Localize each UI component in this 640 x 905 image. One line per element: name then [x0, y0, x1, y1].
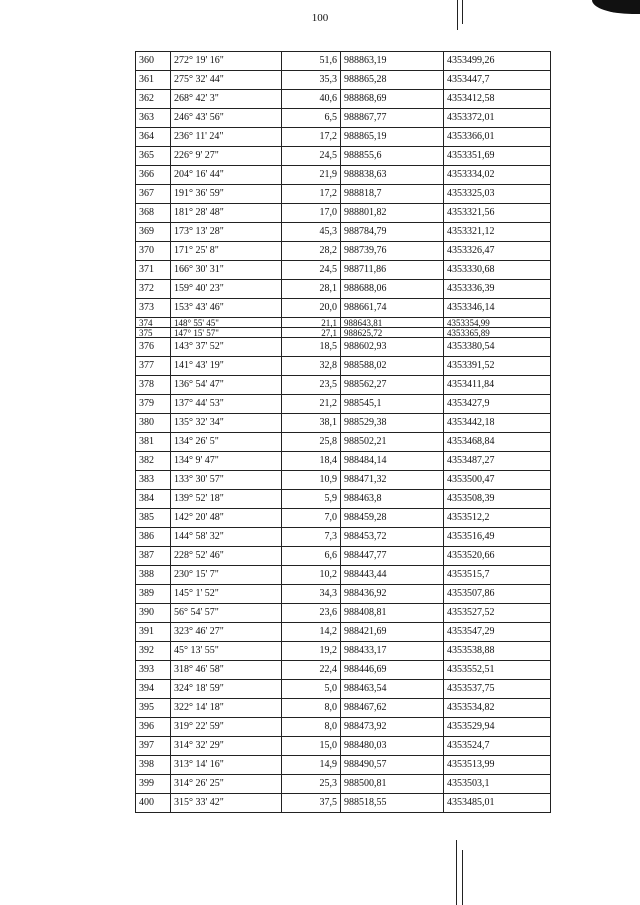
point-number-cell: 374 — [136, 318, 171, 328]
bearing-angle-cell: 134° 26' 5" — [171, 433, 282, 452]
y-coordinate-cell: 4353547,29 — [444, 623, 551, 642]
bearing-angle-cell: 204° 16' 44" — [171, 166, 282, 185]
bearing-angle-cell: 323° 46' 27" — [171, 623, 282, 642]
bearing-angle-cell: 226° 9' 27" — [171, 147, 282, 166]
point-number-cell: 387 — [136, 547, 171, 566]
x-coordinate-cell: 988867,77 — [341, 109, 444, 128]
y-coordinate-cell: 4353500,47 — [444, 471, 551, 490]
table-row — [136, 718, 551, 737]
distance-cell: 38,1 — [282, 414, 341, 433]
y-coordinate-cell: 4353411,84 — [444, 376, 551, 395]
y-coordinate-cell: 4353321,12 — [444, 223, 551, 242]
point-number-cell: 393 — [136, 661, 171, 680]
y-coordinate-cell: 4353485,01 — [444, 794, 551, 813]
y-coordinate-cell: 4353513,99 — [444, 756, 551, 775]
bearing-angle-cell: 133° 30' 57" — [171, 471, 282, 490]
point-number-cell: 364 — [136, 128, 171, 147]
bearing-angle-cell: 137° 44' 53" — [171, 395, 282, 414]
y-coordinate-cell: 4353520,66 — [444, 547, 551, 566]
point-number-cell: 398 — [136, 756, 171, 775]
y-coordinate-cell: 4353527,52 — [444, 604, 551, 623]
bearing-angle-cell: 268° 42' 3" — [171, 90, 282, 109]
y-coordinate-cell: 4353325,03 — [444, 185, 551, 204]
distance-cell: 21,2 — [282, 395, 341, 414]
bearing-angle-cell: 141° 43' 19" — [171, 357, 282, 376]
x-coordinate-cell: 988545,1 — [341, 395, 444, 414]
table-row — [136, 775, 551, 794]
x-coordinate-cell: 988625,72 — [341, 328, 444, 338]
table-row — [136, 680, 551, 699]
y-coordinate-cell: 4353468,84 — [444, 433, 551, 452]
distance-cell: 10,9 — [282, 471, 341, 490]
y-coordinate-cell: 4353354,99 — [444, 318, 551, 328]
bearing-angle-cell: 228° 52' 46" — [171, 547, 282, 566]
table-row — [136, 242, 551, 261]
bearing-angle-cell: 272° 19' 16" — [171, 52, 282, 71]
point-number-cell: 366 — [136, 166, 171, 185]
table-row — [136, 490, 551, 509]
point-number-cell: 395 — [136, 699, 171, 718]
table-row — [136, 642, 551, 661]
point-number-cell: 392 — [136, 642, 171, 661]
table-row — [136, 338, 551, 357]
table-row — [136, 699, 551, 718]
point-number-cell: 361 — [136, 71, 171, 90]
y-coordinate-cell: 4353515,7 — [444, 566, 551, 585]
y-coordinate-cell: 4353321,56 — [444, 204, 551, 223]
distance-cell: 6,5 — [282, 109, 341, 128]
y-coordinate-cell: 4353552,51 — [444, 661, 551, 680]
x-coordinate-cell: 988443,44 — [341, 566, 444, 585]
y-coordinate-cell: 4353365,89 — [444, 328, 551, 338]
table-row — [136, 166, 551, 185]
bearing-angle-cell: 143° 37' 52" — [171, 338, 282, 357]
bearing-angle-cell: 173° 13' 28" — [171, 223, 282, 242]
table-row — [136, 528, 551, 547]
table-row — [136, 261, 551, 280]
distance-cell: 19,2 — [282, 642, 341, 661]
distance-cell: 18,5 — [282, 338, 341, 357]
x-coordinate-cell: 988473,92 — [341, 718, 444, 737]
point-number-cell: 384 — [136, 490, 171, 509]
y-coordinate-cell: 4353538,88 — [444, 642, 551, 661]
distance-cell: 28,2 — [282, 242, 341, 261]
table-row — [136, 604, 551, 623]
bearing-angle-cell: 148° 55' 45" — [171, 318, 282, 328]
x-coordinate-cell: 988421,69 — [341, 623, 444, 642]
distance-cell: 6,6 — [282, 547, 341, 566]
table-row — [136, 433, 551, 452]
bearing-angle-cell: 134° 9' 47" — [171, 452, 282, 471]
table-row — [136, 585, 551, 604]
y-coordinate-cell: 4353524,7 — [444, 737, 551, 756]
distance-cell: 7,0 — [282, 509, 341, 528]
x-coordinate-cell: 988500,81 — [341, 775, 444, 794]
y-coordinate-cell: 4353447,7 — [444, 71, 551, 90]
x-coordinate-cell: 988739,76 — [341, 242, 444, 261]
y-coordinate-cell: 4353487,27 — [444, 452, 551, 471]
point-number-cell: 381 — [136, 433, 171, 452]
x-coordinate-cell: 988447,77 — [341, 547, 444, 566]
y-coordinate-cell: 4353336,39 — [444, 280, 551, 299]
y-coordinate-cell: 4353529,94 — [444, 718, 551, 737]
distance-cell: 17,0 — [282, 204, 341, 223]
x-coordinate-cell: 988459,28 — [341, 509, 444, 528]
distance-cell: 21,1 — [282, 318, 341, 328]
bearing-angle-cell: 56° 54' 57" — [171, 604, 282, 623]
point-number-cell: 394 — [136, 680, 171, 699]
x-coordinate-cell: 988502,21 — [341, 433, 444, 452]
table-row — [136, 147, 551, 166]
y-coordinate-cell: 4353537,75 — [444, 680, 551, 699]
table-row — [136, 661, 551, 680]
y-coordinate-cell: 4353503,1 — [444, 775, 551, 794]
distance-cell: 8,0 — [282, 699, 341, 718]
x-coordinate-cell: 988463,8 — [341, 490, 444, 509]
point-number-cell: 378 — [136, 376, 171, 395]
bearing-angle-cell: 230° 15' 7" — [171, 566, 282, 585]
point-number-cell: 360 — [136, 52, 171, 71]
bearing-angle-cell: 171° 25' 8" — [171, 242, 282, 261]
distance-cell: 23,6 — [282, 604, 341, 623]
x-coordinate-cell: 988602,93 — [341, 338, 444, 357]
table-row — [136, 280, 551, 299]
x-coordinate-cell: 988467,62 — [341, 699, 444, 718]
x-coordinate-cell: 988463,54 — [341, 680, 444, 699]
x-coordinate-cell: 988471,32 — [341, 471, 444, 490]
table-row — [136, 756, 551, 775]
bearing-angle-cell: 147° 15' 57" — [171, 328, 282, 338]
distance-cell: 35,3 — [282, 71, 341, 90]
bearing-angle-cell: 136° 54' 47" — [171, 376, 282, 395]
distance-cell: 32,8 — [282, 357, 341, 376]
table-row — [136, 318, 551, 328]
point-number-cell: 370 — [136, 242, 171, 261]
coordinates-table — [135, 51, 551, 813]
table-row — [136, 414, 551, 433]
bearing-angle-cell: 275° 32' 44" — [171, 71, 282, 90]
table-row — [136, 623, 551, 642]
distance-cell: 34,3 — [282, 585, 341, 604]
x-coordinate-cell: 988518,55 — [341, 794, 444, 813]
table-row — [136, 376, 551, 395]
y-coordinate-cell: 4353366,01 — [444, 128, 551, 147]
table-row — [136, 547, 551, 566]
point-number-cell: 363 — [136, 109, 171, 128]
x-coordinate-cell: 988661,74 — [341, 299, 444, 318]
y-coordinate-cell: 4353516,49 — [444, 528, 551, 547]
bearing-angle-cell: 139° 52' 18" — [171, 490, 282, 509]
distance-cell: 15,0 — [282, 737, 341, 756]
distance-cell: 28,1 — [282, 280, 341, 299]
bearing-angle-cell: 135° 32' 34" — [171, 414, 282, 433]
point-number-cell: 389 — [136, 585, 171, 604]
y-coordinate-cell: 4353372,01 — [444, 109, 551, 128]
distance-cell: 51,6 — [282, 52, 341, 71]
table-row — [136, 52, 551, 71]
x-coordinate-cell: 988784,79 — [341, 223, 444, 242]
x-coordinate-cell: 988868,69 — [341, 90, 444, 109]
bearing-angle-cell: 45° 13' 55" — [171, 642, 282, 661]
page-number: 100 — [311, 12, 329, 24]
x-coordinate-cell: 988588,02 — [341, 357, 444, 376]
x-coordinate-cell: 988863,19 — [341, 52, 444, 71]
y-coordinate-cell: 4353326,47 — [444, 242, 551, 261]
distance-cell: 18,4 — [282, 452, 341, 471]
distance-cell: 7,3 — [282, 528, 341, 547]
y-coordinate-cell: 4353512,2 — [444, 509, 551, 528]
point-number-cell: 365 — [136, 147, 171, 166]
x-coordinate-cell: 988490,57 — [341, 756, 444, 775]
point-number-cell: 369 — [136, 223, 171, 242]
distance-cell: 5,9 — [282, 490, 341, 509]
x-coordinate-cell: 988865,19 — [341, 128, 444, 147]
table-row — [136, 204, 551, 223]
point-number-cell: 379 — [136, 395, 171, 414]
bearing-angle-cell: 144° 58' 32" — [171, 528, 282, 547]
point-number-cell: 382 — [136, 452, 171, 471]
point-number-cell: 396 — [136, 718, 171, 737]
point-number-cell: 377 — [136, 357, 171, 376]
x-coordinate-cell: 988529,38 — [341, 414, 444, 433]
point-number-cell: 368 — [136, 204, 171, 223]
point-number-cell: 362 — [136, 90, 171, 109]
y-coordinate-cell: 4353442,18 — [444, 414, 551, 433]
table-row — [136, 109, 551, 128]
point-number-cell: 371 — [136, 261, 171, 280]
table-row — [136, 452, 551, 471]
x-coordinate-cell: 988711,86 — [341, 261, 444, 280]
x-coordinate-cell: 988408,81 — [341, 604, 444, 623]
y-coordinate-cell: 4353334,02 — [444, 166, 551, 185]
table-row — [136, 737, 551, 756]
point-number-cell: 390 — [136, 604, 171, 623]
point-number-cell: 367 — [136, 185, 171, 204]
y-coordinate-cell: 4353508,39 — [444, 490, 551, 509]
point-number-cell: 388 — [136, 566, 171, 585]
distance-cell: 45,3 — [282, 223, 341, 242]
bearing-angle-cell: 153° 43' 46" — [171, 299, 282, 318]
y-coordinate-cell: 4353412,58 — [444, 90, 551, 109]
point-number-cell: 400 — [136, 794, 171, 813]
x-coordinate-cell: 988433,17 — [341, 642, 444, 661]
distance-cell: 25,8 — [282, 433, 341, 452]
point-number-cell: 375 — [136, 328, 171, 338]
point-number-cell: 372 — [136, 280, 171, 299]
distance-cell: 27,1 — [282, 328, 341, 338]
x-coordinate-cell: 988643,81 — [341, 318, 444, 328]
scan-artifact-line — [456, 840, 457, 905]
table-row — [136, 471, 551, 490]
distance-cell: 10,2 — [282, 566, 341, 585]
point-number-cell: 385 — [136, 509, 171, 528]
x-coordinate-cell: 988453,72 — [341, 528, 444, 547]
bearing-angle-cell: 313° 14' 16" — [171, 756, 282, 775]
distance-cell: 37,5 — [282, 794, 341, 813]
distance-cell: 23,5 — [282, 376, 341, 395]
y-coordinate-cell: 4353380,54 — [444, 338, 551, 357]
distance-cell: 14,2 — [282, 623, 341, 642]
table-row — [136, 90, 551, 109]
distance-cell: 14,9 — [282, 756, 341, 775]
distance-cell: 8,0 — [282, 718, 341, 737]
y-coordinate-cell: 4353534,82 — [444, 699, 551, 718]
bearing-angle-cell: 314° 26' 25" — [171, 775, 282, 794]
table-row — [136, 357, 551, 376]
x-coordinate-cell: 988446,69 — [341, 661, 444, 680]
x-coordinate-cell: 988562,27 — [341, 376, 444, 395]
bearing-angle-cell: 319° 22' 59" — [171, 718, 282, 737]
point-number-cell: 386 — [136, 528, 171, 547]
x-coordinate-cell: 988688,06 — [341, 280, 444, 299]
point-number-cell: 376 — [136, 338, 171, 357]
table-row — [136, 185, 551, 204]
x-coordinate-cell: 988855,6 — [341, 147, 444, 166]
point-number-cell: 397 — [136, 737, 171, 756]
bearing-angle-cell: 159° 40' 23" — [171, 280, 282, 299]
bearing-angle-cell: 315° 33' 42" — [171, 794, 282, 813]
distance-cell: 25,3 — [282, 775, 341, 794]
table-row — [136, 328, 551, 338]
x-coordinate-cell: 988484,14 — [341, 452, 444, 471]
coordinates-table-body — [136, 52, 551, 813]
table-row — [136, 223, 551, 242]
table-row — [136, 794, 551, 813]
point-number-cell: 380 — [136, 414, 171, 433]
table-row — [136, 71, 551, 90]
x-coordinate-cell: 988480,03 — [341, 737, 444, 756]
y-coordinate-cell: 4353330,68 — [444, 261, 551, 280]
point-number-cell: 383 — [136, 471, 171, 490]
y-coordinate-cell: 4353351,69 — [444, 147, 551, 166]
table-row — [136, 509, 551, 528]
x-coordinate-cell: 988865,28 — [341, 71, 444, 90]
table-row — [136, 299, 551, 318]
bearing-angle-cell: 236° 11' 24" — [171, 128, 282, 147]
distance-cell: 17,2 — [282, 128, 341, 147]
bearing-angle-cell: 191° 36' 59" — [171, 185, 282, 204]
bearing-angle-cell: 246° 43' 56" — [171, 109, 282, 128]
x-coordinate-cell: 988801,82 — [341, 204, 444, 223]
x-coordinate-cell: 988436,92 — [341, 585, 444, 604]
y-coordinate-cell: 4353346,14 — [444, 299, 551, 318]
y-coordinate-cell: 4353391,52 — [444, 357, 551, 376]
bearing-angle-cell: 166° 30' 31" — [171, 261, 282, 280]
point-number-cell: 391 — [136, 623, 171, 642]
distance-cell: 17,2 — [282, 185, 341, 204]
scan-artifact-line — [462, 850, 463, 905]
table-row — [136, 128, 551, 147]
bearing-angle-cell: 145° 1' 52" — [171, 585, 282, 604]
distance-cell: 21,9 — [282, 166, 341, 185]
distance-cell: 24,5 — [282, 147, 341, 166]
x-coordinate-cell: 988838,63 — [341, 166, 444, 185]
distance-cell: 20,0 — [282, 299, 341, 318]
point-number-cell: 373 — [136, 299, 171, 318]
distance-cell: 5,0 — [282, 680, 341, 699]
y-coordinate-cell: 4353499,26 — [444, 52, 551, 71]
x-coordinate-cell: 988818,7 — [341, 185, 444, 204]
table-row — [136, 566, 551, 585]
distance-cell: 22,4 — [282, 661, 341, 680]
bearing-angle-cell: 314° 32' 29" — [171, 737, 282, 756]
distance-cell: 24,5 — [282, 261, 341, 280]
table-row — [136, 395, 551, 414]
bearing-angle-cell: 181° 28' 48" — [171, 204, 282, 223]
bearing-angle-cell: 324° 18' 59" — [171, 680, 282, 699]
bearing-angle-cell: 142° 20' 48" — [171, 509, 282, 528]
distance-cell: 40,6 — [282, 90, 341, 109]
point-number-cell: 399 — [136, 775, 171, 794]
y-coordinate-cell: 4353507,86 — [444, 585, 551, 604]
bearing-angle-cell: 318° 46' 58" — [171, 661, 282, 680]
bearing-angle-cell: 322° 14' 18" — [171, 699, 282, 718]
y-coordinate-cell: 4353427,9 — [444, 395, 551, 414]
